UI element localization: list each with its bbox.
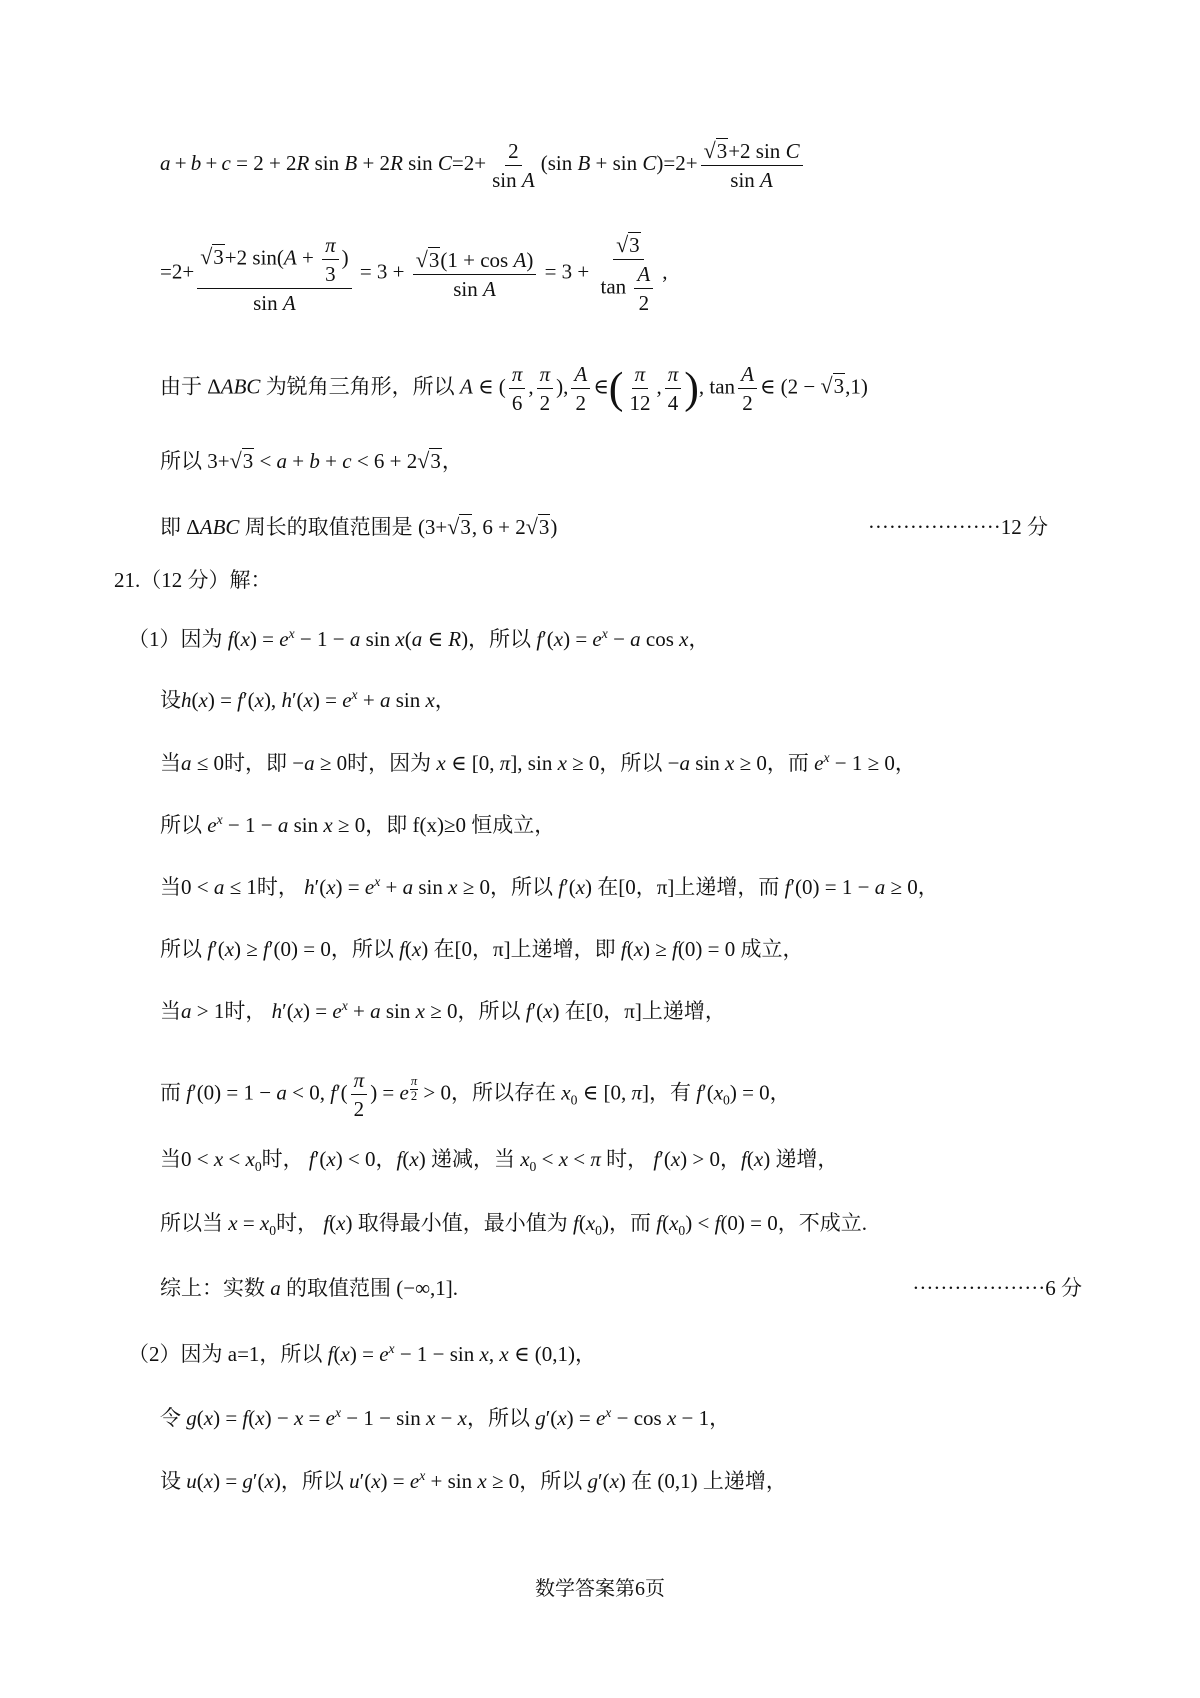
part1-line-7: 当a > 1时， $h'(x) = e^x + a$ sin x ≥ 0，所以 f′(x) 在[0，π]上递增， [160,998,726,1023]
part2-line-3: 设 u(x) = g′(x)，所以 $u'(x) = e^x + \sin x \ge 0$，所以 g′(x) 在 (0,1) 上递增， [160,1468,787,1493]
perimeter-expression-line-2: =2+ √3+2 sin(A + $\frac{\pi}{3}$ ) sin A = 3 + $\frac{\text{√3(1 + cos A)}}{\text{sin A}}$ = 3 + √3 tan $\frac{A}{2}$ , [160,232,668,316]
part1-line-9: 当$0 < x < x_0$时， f′(x) < 0，f(x) 递减，当 $x_0 < x < \pi$ 时， f′(x) > 0，f(x) 递增， [160,1147,839,1175]
part1-line-1: （1）因为 $f(x) = e^x - 1 - a$ sin x(a ∈ R)，所以 $f'(x) = e^x - a$ cos x， [128,626,710,651]
perimeter-expression-line-1: a + b + c = 2 + 2R sin B + 2R sin C=2+ $\frac{2}{\text{sin A}}$ (sin B + sin C)=2+ $\frac{\text{√3+2 sin C}}{\text{sin A}}$ [160,138,1160,192]
part1-line-4: 所以 $e^x - 1 - a$ sin x ≥ 0，即 f(x)≥0 恒成立， [160,812,556,837]
part1-line-5: 当0 < a ≤ 1时， $h'(x) = e^x + a$ sin x ≥ 0，所以 f′(x) 在[0，π]上递增，而 f′(0) = 1 − a ≥ 0， [160,874,939,899]
score-12: ···················12 分 [867,515,1048,539]
score-6: ···················6 分 [912,1276,1082,1300]
question-21-header: 21.（12 分）解： [114,568,272,592]
perimeter-inequality-line: 所以 3+√3 < a + b + c < 6 + 2√3， [160,448,463,473]
perimeter-conclusion-line: 即 ΔABC 周长的取值范围是 (3+√3, 6 + 2√3) ···················12 分 [160,512,1160,542]
part1-line-8: 而 f′(0) = 1 − a < 0, f′( $\frac{\pi}{2}$ ) = e $\frac{\pi}{2}$ > 0，所以存在 $x_0$ ∈ [0, π]，有 $f'(x_0) = 0$， [160,1068,791,1122]
part1-line-3: 当a ≤ 0时，即 −a ≥ 0时，因为 x ∈ [0, π], sin x ≥ 0，所以 −a sin x ≥ 0，而 $e^x - 1 \ge 0$， [160,750,916,775]
part1-line-2: 设h(x) = f′(x), $h'(x) = e^x + a$ sin x， [160,687,456,712]
part1-line-6: 所以 f′(x) ≥ f′(0) = 0，所以 f(x) 在[0，π]上递增，即 f(x) ≥ f(0) = 0 成立， [160,937,804,961]
part1-line-10: 所以当 $x = x_0$时， f(x) 取得最小值，最小值为 $f(x_0)$，而 $f(x_0) < f(0) = 0$，不成立. [160,1211,868,1239]
acute-triangle-range-line: 由于 ΔABC 为锐角三角形，所以 A ∈ ( $\frac{\pi}{6}$ , $\frac{\pi}{2}$ ), $\frac{A}{2}$ ∈( $\frac{\pi}{12}$ , $\frac{\pi}{4}$ ), tan $\frac{A}{2}$ ∈ (2 − √3,1) [160,362,868,416]
part2-line-1: （2）因为 a=1，所以 $f(x) = e^x - 1 - \sin x$, x ∈ (0,1)， [128,1341,596,1366]
page-footer: 数学答案第6页 [535,1578,665,1600]
part1-line-11: 综上：实数 a 的取值范围 (−∞,1]. ···················6 分 [160,1273,1160,1303]
part2-line-2: 令 $g(x) = f(x) - x = e^x - 1 - \sin x - x$，所以 $g'(x) = e^x - \cos x - 1$， [160,1405,731,1430]
